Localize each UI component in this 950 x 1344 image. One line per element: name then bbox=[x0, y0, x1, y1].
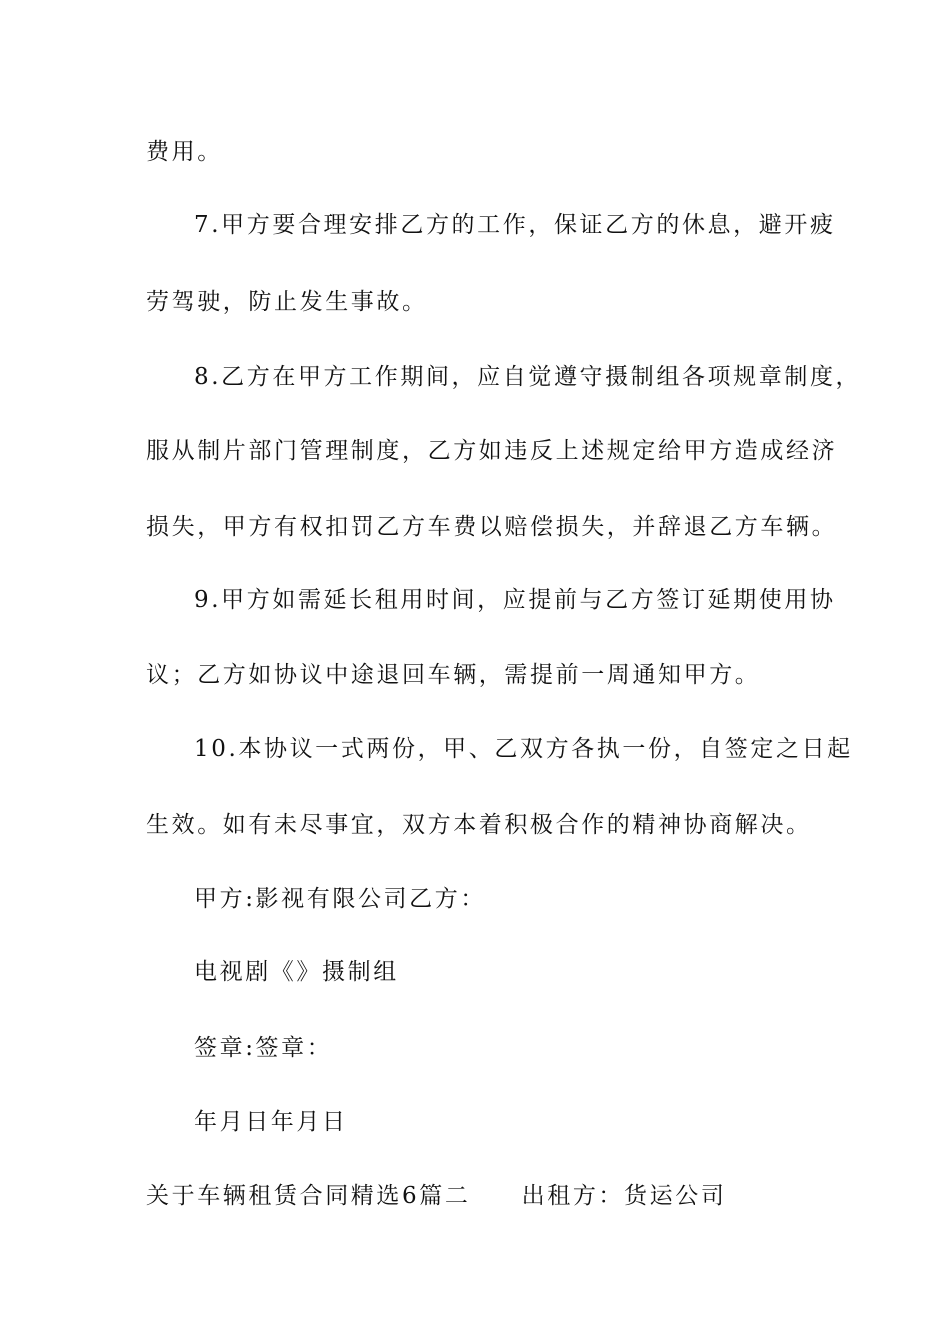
next-contract-heading: 关于车辆租赁合同精选6篇二 出租方：货运公司 bbox=[146, 1183, 727, 1209]
clause-8-line-2: 服从制片部门管理制度，乙方如违反上述规定给甲方造成经济 bbox=[146, 438, 838, 464]
date-line: 年月日年月日 bbox=[194, 1109, 348, 1135]
clause-10-line-2: 生效。如有未尽事宜，双方本着积极合作的精神协商解决。 bbox=[146, 812, 812, 838]
text-line-1: 费用。 bbox=[146, 139, 223, 165]
clause-9-line-1: 9.甲方如需延长租用时间，应提前与乙方签订延期使用协 bbox=[194, 587, 836, 613]
party-a-line: 甲方:影视有限公司乙方： bbox=[194, 886, 486, 912]
clause-10-line-1: 10.本协议一式两份，甲、乙双方各执一份，自签定之日起 bbox=[194, 736, 853, 762]
clause-9-line-2: 议；乙方如协议中途退回车辆，需提前一周通知甲方。 bbox=[146, 662, 761, 688]
clause-8-line-1: 8.乙方在甲方工作期间，应自觉遵守摄制组各项规章制度， bbox=[194, 364, 862, 390]
crew-line: 电视剧《》摄制组 bbox=[194, 959, 399, 985]
clause-7-line-2: 劳驾驶，防止发生事故。 bbox=[146, 289, 428, 315]
clause-8-line-3: 损失，甲方有权扣罚乙方车费以赔偿损失，并辞退乙方车辆。 bbox=[146, 514, 838, 540]
signature-line: 签章:签章： bbox=[194, 1035, 333, 1061]
clause-7-line-1: 7.甲方要合理安排乙方的工作，保证乙方的休息，避开疲 bbox=[194, 212, 836, 238]
